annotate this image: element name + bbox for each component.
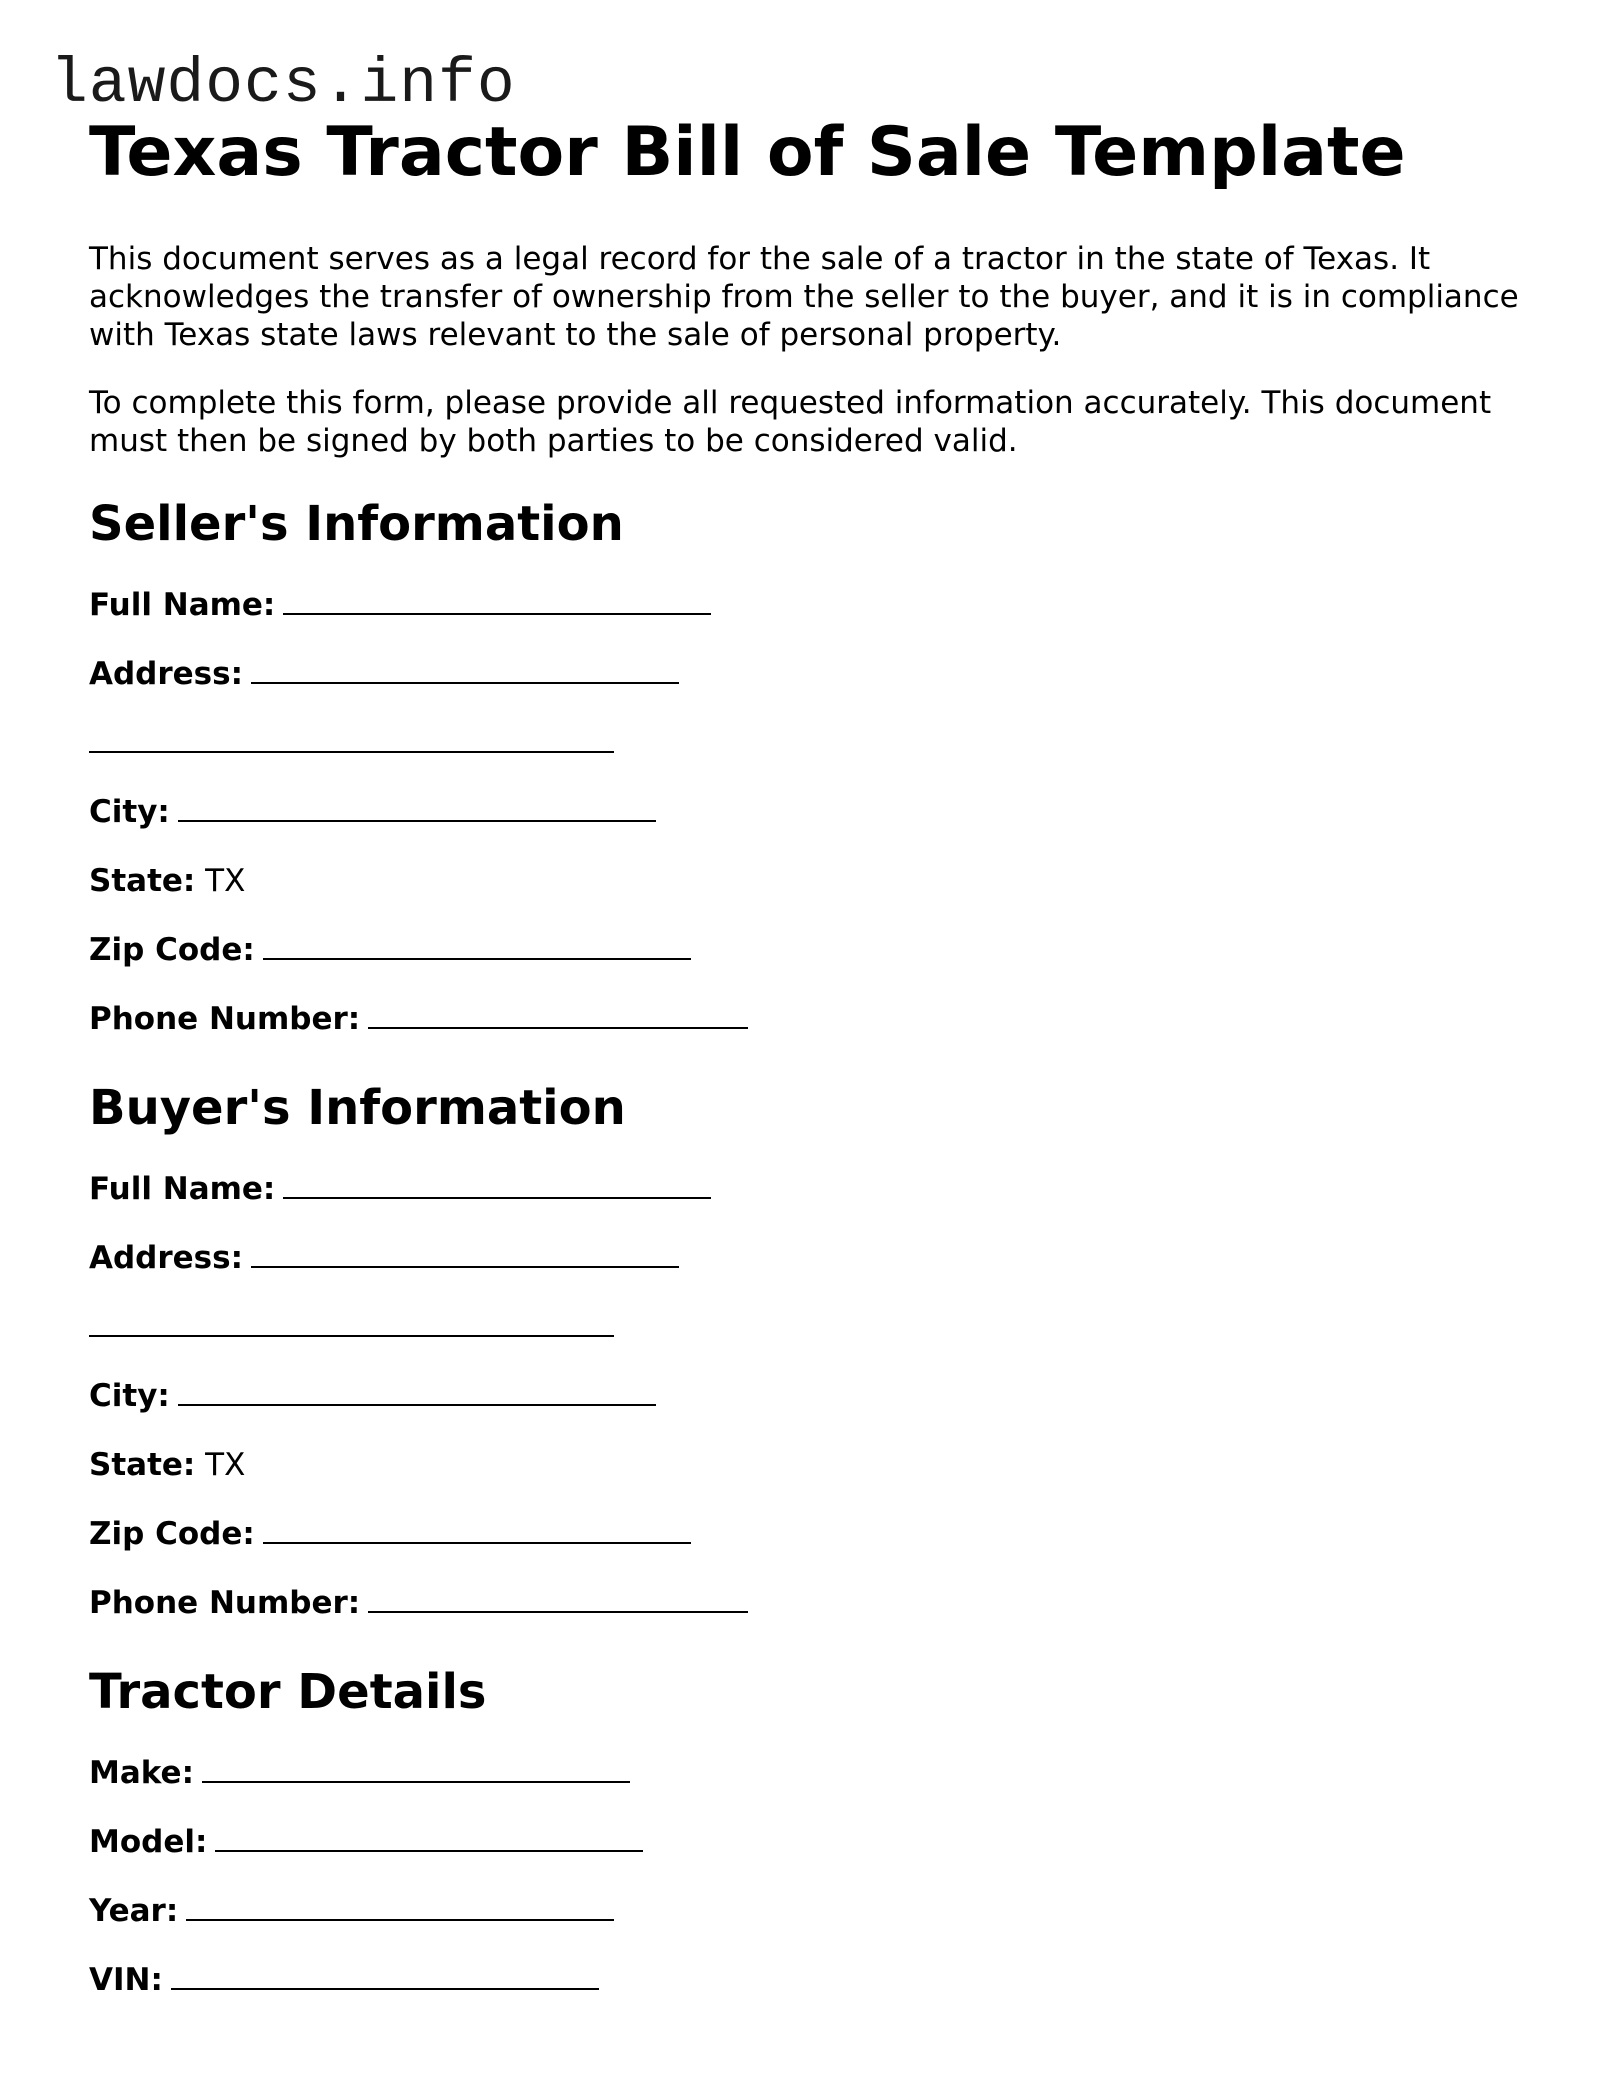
seller-city-label: City: — [89, 794, 170, 830]
tractor-model-blank[interactable] — [215, 1850, 643, 1852]
buyer-city-field[interactable] — [89, 1377, 1549, 1415]
buyer-address-label: Address: — [89, 1240, 243, 1276]
buyer-zip-label: Zip Code: — [89, 1516, 255, 1552]
tractor-make-field[interactable] — [89, 1754, 1549, 1792]
buyer-city-label: City: — [89, 1378, 170, 1414]
buyer-full-name-label: Full Name: — [89, 1171, 276, 1207]
seller-address-field[interactable] — [89, 655, 1549, 693]
buyer-address-line-2-field[interactable] — [89, 1308, 1549, 1346]
tractor-vin-blank[interactable] — [171, 1988, 599, 1990]
buyer-zip-field[interactable] — [89, 1515, 1549, 1553]
seller-full-name-blank[interactable] — [283, 613, 711, 615]
seller-address-label: Address: — [89, 656, 243, 692]
watermark-logo: lawdocs.info — [50, 49, 516, 120]
buyer-full-name-field[interactable] — [89, 1170, 1549, 1208]
buyer-full-name-blank[interactable] — [283, 1197, 711, 1199]
seller-phone-label: Phone Number: — [89, 1001, 361, 1037]
buyer-address-line-2-blank[interactable] — [89, 1335, 614, 1337]
tractor-section-heading: Tractor Details — [89, 1664, 487, 1720]
seller-state-field — [89, 862, 1549, 900]
seller-phone-blank[interactable] — [368, 1027, 748, 1029]
seller-full-name-field[interactable] — [89, 586, 1549, 624]
tractor-make-blank[interactable] — [202, 1781, 630, 1783]
buyer-state-value: TX — [205, 1447, 246, 1483]
seller-section-heading: Seller's Information — [89, 496, 624, 552]
seller-address-line-2-field[interactable] — [89, 724, 1549, 762]
seller-zip-label: Zip Code: — [89, 932, 255, 968]
tractor-vin-field[interactable] — [89, 1961, 1549, 1999]
seller-city-blank[interactable] — [178, 820, 656, 822]
buyer-state-label: State: — [89, 1447, 196, 1483]
tractor-vin-label: VIN: — [89, 1962, 163, 1998]
buyer-section-heading: Buyer's Information — [89, 1080, 626, 1136]
buyer-state-field — [89, 1446, 1549, 1484]
buyer-phone-field[interactable] — [89, 1584, 1549, 1622]
buyer-address-field[interactable] — [89, 1239, 1549, 1277]
buyer-phone-label: Phone Number: — [89, 1585, 361, 1621]
instructions-paragraph: To complete this form, please provide all requested information accurately. This document must then be signed by both parties to be considered valid. — [89, 385, 1492, 459]
seller-state-value: TX — [205, 863, 246, 899]
seller-address-line-2-blank[interactable] — [89, 751, 614, 753]
tractor-model-field[interactable] — [89, 1823, 1549, 1861]
document-title: Texas Tractor Bill of Sale Template — [89, 113, 1406, 192]
buyer-zip-blank[interactable] — [263, 1542, 691, 1544]
buyer-phone-blank[interactable] — [368, 1611, 748, 1613]
document-page — [89, 108, 1549, 1999]
tractor-make-label: Make: — [89, 1755, 194, 1791]
seller-address-blank[interactable] — [251, 682, 679, 684]
seller-phone-field[interactable] — [89, 1000, 1549, 1038]
seller-full-name-label: Full Name: — [89, 587, 276, 623]
seller-city-field[interactable] — [89, 793, 1549, 831]
tractor-year-blank[interactable] — [186, 1919, 614, 1921]
buyer-address-blank[interactable] — [251, 1266, 679, 1268]
seller-state-label: State: — [89, 863, 196, 899]
seller-zip-blank[interactable] — [263, 958, 691, 960]
seller-zip-field[interactable] — [89, 931, 1549, 969]
buyer-city-blank[interactable] — [178, 1404, 656, 1406]
tractor-year-label: Year: — [89, 1893, 179, 1929]
intro-paragraph: This document serves as a legal record for the sale of a tractor in the state of Texas. It acknowledges the transfer of ownership from the seller to the buyer, and it is in compliance with Texas state laws relevant to the sale of personal property. — [89, 241, 1519, 353]
tractor-model-label: Model: — [89, 1824, 208, 1860]
tractor-year-field[interactable] — [89, 1892, 1549, 1930]
